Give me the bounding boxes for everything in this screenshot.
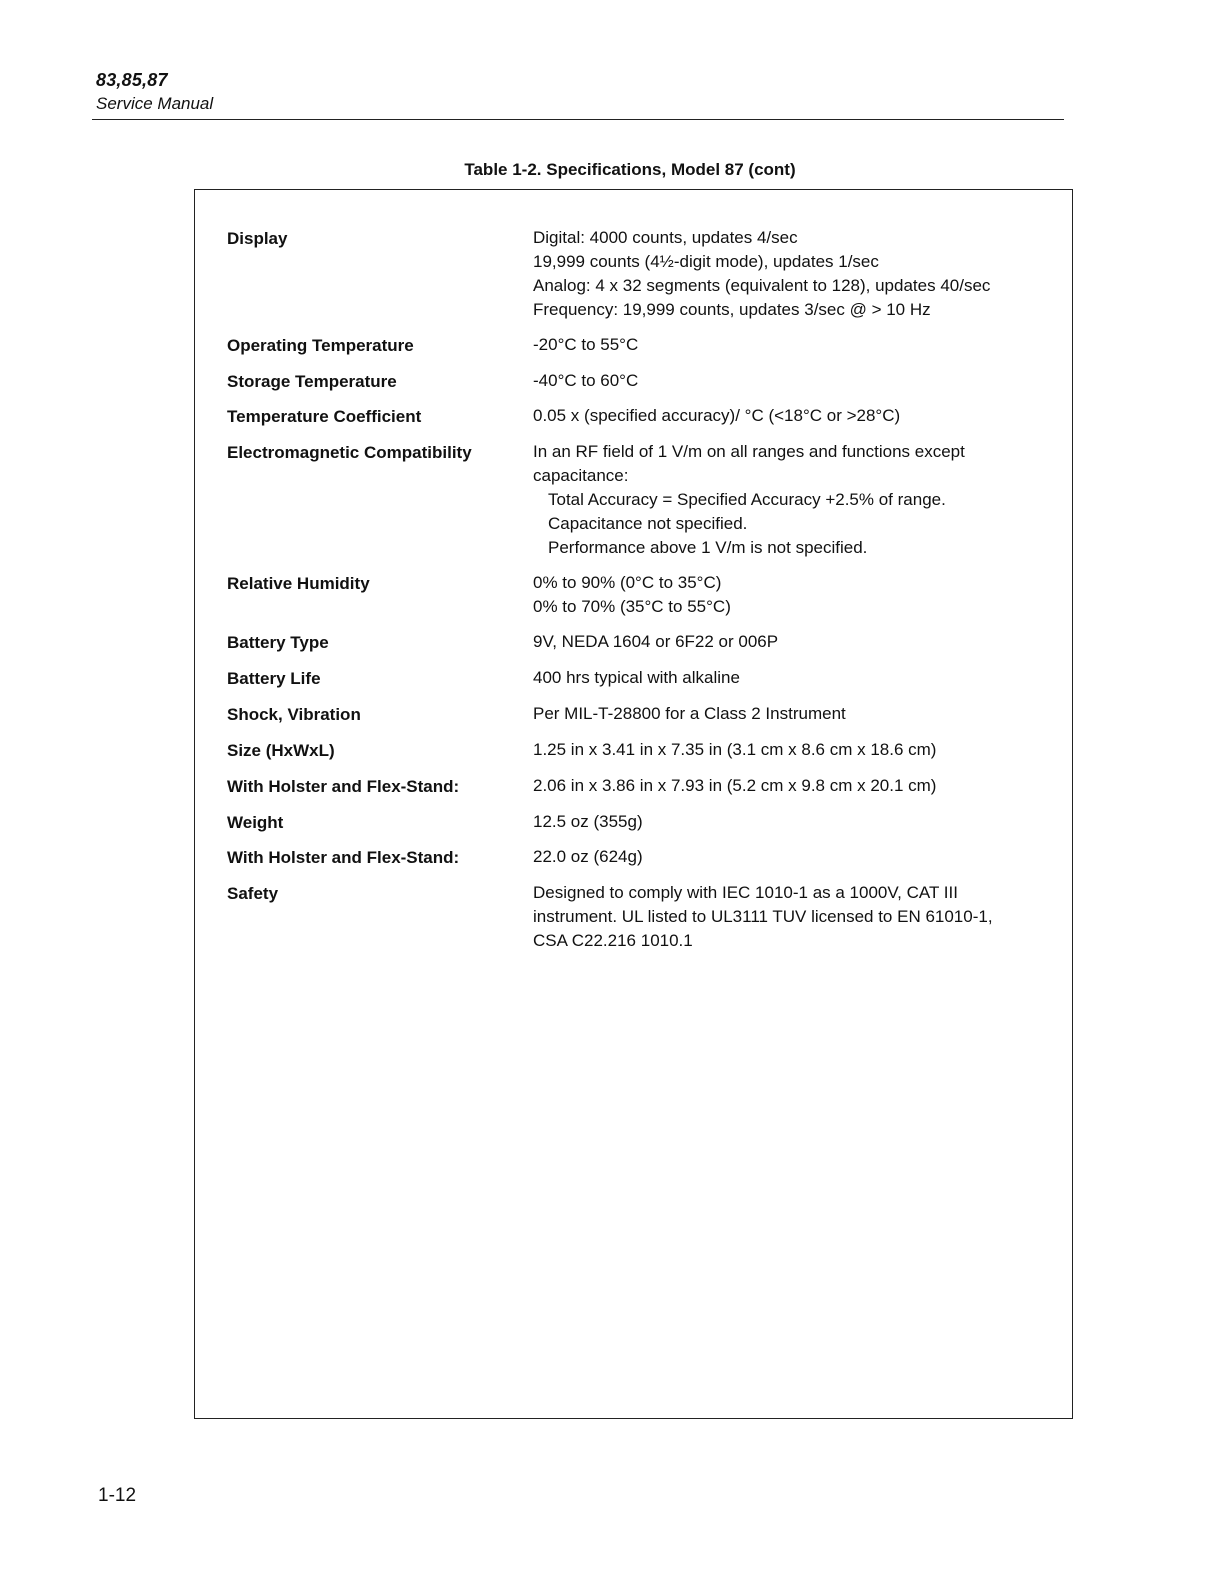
spec-value (533, 226, 1063, 322)
header-rule (92, 119, 1064, 120)
spec-value-line: Per MIL-T-28800 for a Class 2 Instrument (533, 704, 846, 723)
spec-value-line: 0% to 90% (0°C to 35°C) (533, 573, 722, 592)
spec-value-line: 0% to 70% (35°C to 55°C) (533, 597, 731, 616)
spec-label: Weight (227, 813, 284, 832)
spec-value (533, 845, 1063, 869)
spec-value-line: 400 hrs typical with alkaline (533, 668, 740, 687)
spec-label: With Holster and Flex-Stand: (227, 777, 460, 796)
spec-value (533, 369, 1063, 393)
spec-label: Temperature Coefficient (227, 407, 422, 426)
spec-value-line: Frequency: 19,999 counts, updates 3/sec @ > 10 Hz (533, 300, 931, 319)
spec-value-line: instrument. UL listed to UL3111 TUV licensed to EN 61010-1, (533, 907, 993, 926)
spec-value-line: Total Accuracy = Specified Accuracy +2.5% of range. (548, 490, 946, 509)
spec-value-line: -20°C to 55°C (533, 335, 639, 354)
spec-label: Battery Type (227, 633, 329, 652)
spec-value-line: 12.5 oz (355g) (533, 812, 643, 831)
table-title: Table 1-2. Specifications, Model 87 (cont) (464, 160, 796, 179)
spec-value-line: 0.05 x (specified accuracy)/ °C (<18°C or >28°C) (533, 406, 901, 425)
spec-label: Safety (227, 884, 279, 903)
document-subtitle: Service Manual (96, 94, 214, 113)
spec-label: Relative Humidity (227, 574, 370, 593)
spec-value (533, 666, 1063, 690)
spec-value-line: 19,999 counts (4½-digit mode), updates 1/sec (533, 252, 879, 271)
spec-value (533, 702, 1063, 726)
spec-value (533, 571, 1063, 619)
spec-value-line: Performance above 1 V/m is not specified. (548, 538, 868, 557)
spec-label: Storage Temperature (227, 372, 397, 391)
spec-label: Electromagnetic Compatibility (227, 443, 472, 462)
spec-value-line: Digital: 4000 counts, updates 4/sec (533, 228, 798, 247)
spec-value-line: Designed to comply with IEC 1010-1 as a 1000V, CAT III (533, 883, 958, 902)
spec-label: With Holster and Flex-Stand: (227, 848, 460, 867)
spec-value-line: 2.06 in x 3.86 in x 7.93 in (5.2 cm x 9.8 cm x 20.1 cm) (533, 776, 937, 795)
spec-value-line: capacitance: (533, 466, 629, 485)
spec-value-line: CSA C22.216 1010.1 (533, 931, 693, 950)
spec-label: Size (HxWxL) (227, 741, 335, 760)
spec-value-line: -40°C to 60°C (533, 371, 639, 390)
spec-value (533, 440, 1063, 560)
page-number: 1-12 (98, 1485, 137, 1506)
spec-value-line: 1.25 in x 3.41 in x 7.35 in (3.1 cm x 8.6 cm x 18.6 cm) (533, 740, 937, 759)
spec-value-line: 9V, NEDA 1604 or 6F22 or 006P (533, 632, 779, 651)
spec-value-line: In an RF field of 1 V/m on all ranges and functions except (533, 442, 965, 461)
spec-value (533, 810, 1063, 834)
spec-value-line: 22.0 oz (624g) (533, 847, 643, 866)
spec-value (533, 630, 1063, 654)
spec-value (533, 333, 1063, 357)
spec-value-line: Analog: 4 x 32 segments (equivalent to 128), updates 40/sec (533, 276, 991, 295)
document-model: 83,85,87 (96, 70, 168, 90)
spec-value (533, 881, 1063, 953)
spec-value (533, 404, 1063, 428)
spec-value-line: Capacitance not specified. (548, 514, 748, 533)
spec-label: Display (227, 229, 288, 248)
spec-value (533, 774, 1063, 798)
spec-value (533, 738, 1063, 762)
spec-table (194, 189, 1073, 1419)
spec-label: Battery Life (227, 669, 321, 688)
spec-label: Shock, Vibration (227, 705, 361, 724)
spec-label: Operating Temperature (227, 336, 414, 355)
